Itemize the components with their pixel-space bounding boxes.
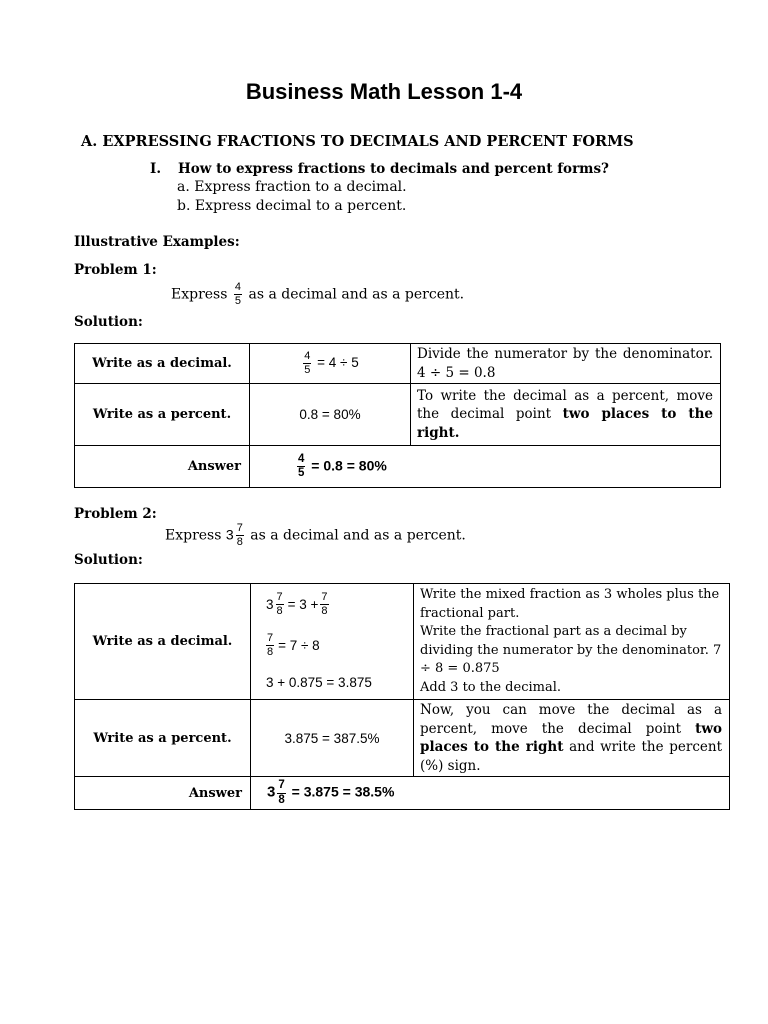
fraction-numerator: 7 (277, 780, 285, 794)
computation-line (266, 623, 413, 669)
fraction-denominator: 8 (236, 536, 243, 548)
fraction-numerator: 4 (304, 350, 311, 362)
explanation-text: Write the fractional part as a decimal by dividing the numerator by the denominator. 7 ÷ 8 = 0.875 (420, 624, 722, 676)
fraction-numerator: 7 (267, 632, 274, 644)
explanation-text: Write the mixed fraction as 3 wholes plus the fractional part. (420, 587, 720, 621)
fraction-denominator: 8 (321, 605, 328, 617)
computation-line (266, 587, 413, 623)
problem2-express: Express (165, 527, 222, 544)
mixed-whole: 3 (225, 526, 234, 543)
problem2-solution-label: Solution: (74, 552, 143, 568)
row-explanation: Divide the numerator by the denominator. 4 ÷ 5 = 0.8 (411, 344, 721, 384)
row-explanation (414, 700, 730, 777)
table-row (75, 384, 721, 446)
fraction-denominator: 8 (278, 793, 285, 806)
fraction-denominator: 8 (276, 605, 283, 617)
problem1-express: Express (171, 286, 228, 303)
answer-text: = 0.8 = 80% (311, 457, 387, 474)
computation-text: = 3 + (287, 597, 319, 612)
fraction-denominator: 5 (298, 467, 305, 479)
problem2-statement (165, 523, 466, 548)
fraction (277, 780, 285, 806)
fraction (297, 454, 305, 480)
table-row (75, 446, 721, 488)
step-a: a. Express fraction to a decimal. (177, 179, 407, 195)
row-label: Write as a percent. (75, 384, 250, 446)
question-number: I. (150, 161, 162, 177)
explanation-text: Now, you can move the decimal as a percent, move the decimal point (420, 702, 722, 737)
fraction-denominator: 8 (267, 646, 274, 658)
table-row (75, 700, 730, 777)
computation-text: = 4 ÷ 5 (317, 355, 359, 371)
row-label: Write as a decimal. (75, 584, 251, 700)
page-title: Business Math Lesson 1-4 (245, 79, 523, 104)
row-computation: 0.8 = 80% (250, 384, 411, 446)
mixed-whole: 3 (267, 783, 276, 801)
fraction-numerator: 7 (236, 522, 243, 534)
problem1-solution-label: Solution: (74, 314, 143, 330)
explanation-bold: two places to the right (420, 720, 722, 755)
row-computation (250, 344, 411, 384)
row-computation: 3.875 = 387.5% (251, 700, 414, 777)
fraction (320, 592, 328, 617)
explanation-text: To write the decimal as a percent, move the decimal point (417, 387, 713, 423)
row-label: Write as a decimal. (75, 344, 250, 384)
problem1-rest: as a decimal and as a percent. (248, 286, 465, 303)
illustrative-examples-heading: Illustrative Examples: (74, 234, 240, 250)
fraction-numerator: 7 (276, 591, 283, 603)
answer-expression (251, 777, 730, 810)
fraction-numerator: 4 (297, 454, 305, 468)
table-row (75, 344, 721, 384)
fraction-numerator: 7 (321, 591, 328, 603)
explanation-bold: two places to the right. (417, 406, 713, 441)
table-row (75, 584, 730, 700)
fraction-numerator: 4 (234, 281, 242, 293)
fraction-denominator: 5 (304, 364, 311, 376)
computation-line (266, 669, 413, 697)
answer-label: Answer (75, 777, 251, 810)
mixed-whole: 3 (266, 597, 274, 612)
answer-label: Answer (75, 446, 250, 488)
row-computation (251, 584, 414, 700)
question-line (150, 161, 609, 177)
fraction (276, 592, 284, 617)
row-explanation (414, 584, 730, 700)
problem1-fraction (234, 282, 242, 307)
fraction (303, 351, 311, 376)
computation-text: 3 + 0.875 = 3.875 (266, 675, 372, 690)
table-row (75, 777, 730, 810)
answer-expression (250, 446, 721, 488)
section-heading: A. EXPRESSING FRACTIONS TO DECIMALS AND PERCENT FORMS (81, 133, 634, 150)
problem2-fraction (236, 523, 244, 548)
row-explanation (411, 384, 721, 446)
problem2-rest: as a decimal and as a percent. (250, 527, 466, 544)
step-b: b. Express decimal to a percent. (177, 198, 407, 214)
answer-text: = 3.875 = 38.5% (291, 783, 395, 800)
problem2-label: Problem 2: (74, 506, 157, 522)
explanation-text: and write the percent (%) sign. (420, 739, 722, 774)
fraction (266, 633, 274, 658)
problem2-solution-table (74, 583, 730, 810)
question-text: How to express fractions to decimals and percent forms? (178, 161, 609, 177)
row-label: Write as a percent. (75, 700, 251, 777)
problem1-label: Problem 1: (74, 262, 157, 278)
explanation-text: Add 3 to the decimal. (420, 679, 561, 695)
problem1-solution-table (74, 343, 721, 488)
computation-text: = 7 ÷ 8 (278, 638, 320, 653)
problem1-statement (171, 282, 464, 307)
fraction-denominator: 5 (234, 295, 242, 307)
